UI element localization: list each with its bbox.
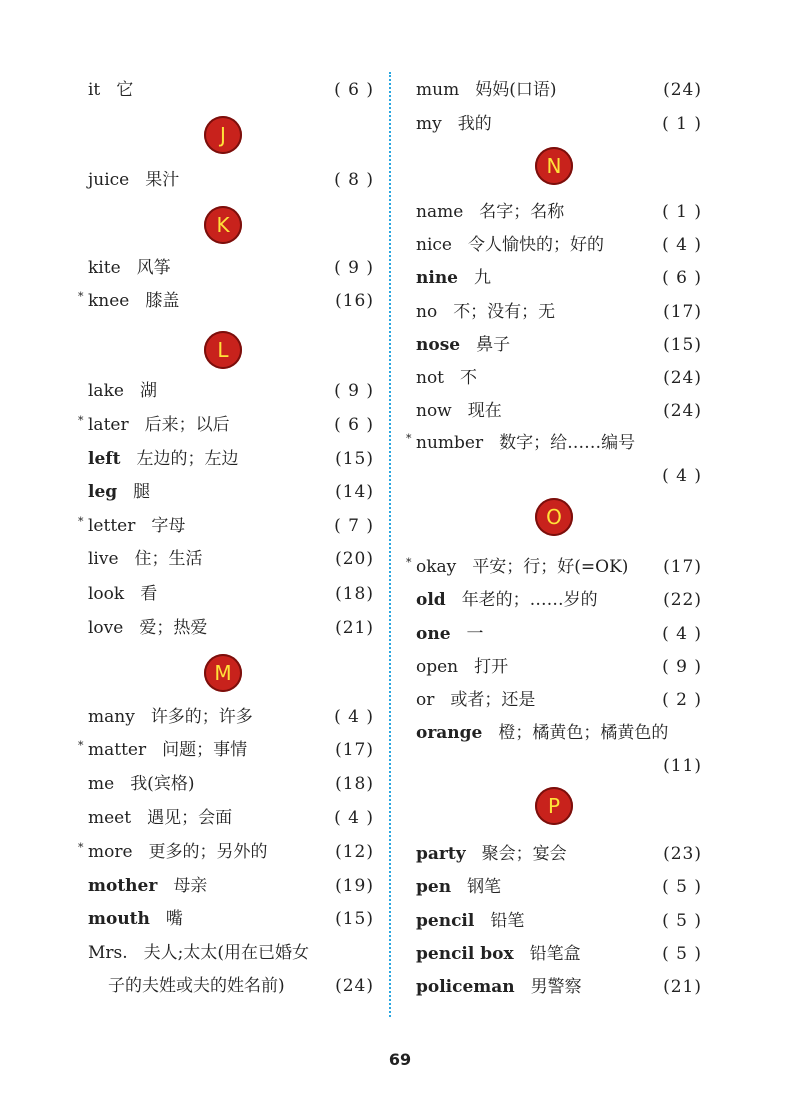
entry-meaning: 住；生活 [134, 549, 203, 569]
vocab-entry [416, 653, 702, 681]
entry-meaning: 现在 [467, 401, 502, 421]
vocab-entry [88, 445, 374, 473]
entry-word: pencil [416, 911, 475, 931]
entry-page-ref: (21) [663, 977, 702, 997]
entry-page-ref: (17) [663, 302, 702, 322]
entry-word: matter [88, 740, 147, 760]
optional-marker: * [406, 432, 412, 445]
entry-meaning: 聚会；宴会 [481, 844, 567, 864]
entry-word: mum [416, 80, 460, 100]
entry-meaning: 后来；以后 [144, 415, 230, 435]
entry-page-ref: (20) [335, 549, 374, 569]
entry-page-ref: ( 9 ) [662, 657, 702, 677]
entry-word: later [88, 415, 129, 435]
entry-word: kite [88, 258, 121, 278]
vocab-entry [88, 872, 374, 900]
vocab-entry [88, 545, 374, 573]
vocab-entry [88, 76, 374, 104]
entry-page-ref: (24) [663, 80, 702, 100]
vocab-entry [78, 736, 374, 764]
vocab-entry [406, 553, 702, 581]
section-letter-p: P [535, 787, 573, 825]
entry-page-ref: ( 6 ) [334, 415, 374, 435]
entry-word: juice [88, 170, 130, 190]
entry-page-ref: ( 9 ) [334, 381, 374, 401]
entry-page-ref: (17) [663, 557, 702, 577]
entry-page-ref: (12) [335, 842, 374, 862]
entry-word: Mrs. [88, 943, 128, 963]
vocab-entry [88, 166, 374, 194]
vocab-entry [416, 586, 702, 614]
entry-word: party [416, 844, 466, 864]
entry-word: not [416, 368, 445, 388]
section-letter-k: K [204, 206, 242, 244]
entry-word: letter [88, 516, 136, 536]
entry-page-ref: (15) [335, 909, 374, 929]
entry-meaning: 年老的；……岁的 [461, 590, 598, 610]
entry-word: old [416, 590, 446, 610]
vocab-entry [416, 840, 702, 868]
entry-meaning: 母亲 [173, 876, 208, 896]
entry-meaning: 一 [466, 624, 484, 644]
entry-meaning: 遇见；会面 [147, 808, 233, 828]
page-number: 69 [388, 1050, 412, 1069]
vocab-entry [416, 298, 702, 326]
vocab-entry [78, 838, 374, 866]
entry-word: look [88, 584, 125, 604]
entry-meaning: 左边的；左边 [136, 449, 239, 469]
entry-meaning: 数字；给……编号 [499, 433, 636, 453]
vocab-entry [416, 719, 702, 747]
entry-page-ref: (17) [335, 740, 374, 760]
entry-word: number [416, 433, 484, 453]
entry-word: leg [88, 482, 118, 502]
optional-marker: * [78, 739, 84, 752]
vocab-entry [88, 905, 374, 933]
entry-page-ref: ( 5 ) [662, 911, 702, 931]
entry-word: many [88, 707, 135, 727]
optional-marker: * [78, 515, 84, 528]
vocab-entry [88, 478, 374, 506]
entry-page-ref: (24) [663, 401, 702, 421]
entry-page-ref: (11) [663, 756, 702, 776]
entry-page-ref: (15) [663, 335, 702, 355]
entry-word: open [416, 657, 459, 677]
vocab-entry [416, 231, 702, 259]
entry-meaning: 铅笔 [490, 911, 525, 931]
entry-page-ref: (24) [335, 976, 374, 996]
entry-meaning: 名字；名称 [479, 202, 565, 222]
entry-word: my [416, 114, 442, 134]
vocab-entry [416, 110, 702, 138]
entry-meaning: 子的夫姓或夫的姓名前) [108, 976, 285, 996]
entry-page-ref: (22) [663, 590, 702, 610]
entry-page-ref: (21) [335, 618, 374, 638]
entry-page-ref: ( 4 ) [334, 808, 374, 828]
entry-meaning: 湖 [139, 381, 157, 401]
entry-meaning: 嘴 [165, 909, 183, 929]
optional-marker: * [78, 414, 84, 427]
entry-word: knee [88, 291, 130, 311]
entry-meaning: 打开 [474, 657, 509, 677]
vocab-entry [88, 770, 374, 798]
vocab-entry [78, 287, 374, 315]
entry-meaning: 不；没有；无 [453, 302, 556, 322]
optional-marker: * [78, 290, 84, 303]
entry-word: lake [88, 381, 124, 401]
vocab-entry [416, 752, 702, 780]
entry-page-ref: ( 4 ) [662, 235, 702, 255]
vocab-entry [416, 264, 702, 292]
entry-meaning: 膝盖 [145, 291, 180, 311]
entry-page-ref: ( 8 ) [334, 170, 374, 190]
vocab-entry [88, 580, 374, 608]
entry-meaning: 腿 [133, 482, 151, 502]
entry-page-ref: ( 5 ) [662, 877, 702, 897]
vocab-entry [88, 614, 374, 642]
entry-word: mother [88, 876, 158, 896]
section-letter-j: J [204, 116, 242, 154]
entry-page-ref: ( 1 ) [662, 202, 702, 222]
vocab-entry [406, 429, 702, 457]
entry-word: live [88, 549, 119, 569]
entry-page-ref: ( 6 ) [334, 80, 374, 100]
entry-page-ref: ( 9 ) [334, 258, 374, 278]
entry-page-ref: ( 6 ) [662, 268, 702, 288]
entry-meaning: 令人愉快的；好的 [467, 235, 604, 255]
vocab-entry [416, 364, 702, 392]
entry-word: nose [416, 335, 461, 355]
entry-word: or [416, 690, 435, 710]
entry-page-ref: ( 2 ) [662, 690, 702, 710]
vocab-entry [416, 76, 702, 104]
vocab-entry [416, 397, 702, 425]
entry-meaning: 它 [116, 80, 134, 100]
entry-meaning: 爱；热爱 [139, 618, 208, 638]
entry-page-ref: (19) [335, 876, 374, 896]
vocab-entry [416, 620, 702, 648]
entry-meaning: 妈妈(口语) [475, 80, 557, 100]
column-divider [389, 72, 391, 1017]
entry-meaning: 平安；行；好(=OK) [472, 557, 629, 577]
entry-meaning: 看 [140, 584, 158, 604]
entry-page-ref: (16) [335, 291, 374, 311]
entry-page-ref: ( 4 ) [662, 624, 702, 644]
entry-meaning: 男警察 [530, 977, 582, 997]
entry-page-ref: (18) [335, 584, 374, 604]
entry-page-ref: ( 5 ) [662, 944, 702, 964]
entry-meaning: 许多的；许多 [150, 707, 253, 727]
vocab-entry [88, 939, 374, 967]
section-letter-n: N [535, 147, 573, 185]
optional-marker: * [406, 556, 412, 569]
vocab-entry [416, 198, 702, 226]
entry-word: nine [416, 268, 458, 288]
entry-word: no [416, 302, 438, 322]
entry-word: more [88, 842, 133, 862]
section-letter-l: L [204, 331, 242, 369]
vocab-entry [416, 873, 702, 901]
entry-word: love [88, 618, 124, 638]
entry-page-ref: (14) [335, 482, 374, 502]
vocab-entry [416, 331, 702, 359]
entry-word: meet [88, 808, 132, 828]
entry-word: name [416, 202, 464, 222]
vocab-entry [88, 972, 374, 1000]
entry-word: it [88, 80, 101, 100]
entry-word: orange [416, 723, 483, 743]
optional-marker: * [78, 841, 84, 854]
vocab-entry [88, 703, 374, 731]
entry-page-ref: (15) [335, 449, 374, 469]
entry-word: pen [416, 877, 452, 897]
entry-meaning: 果汁 [145, 170, 180, 190]
entry-word: left [88, 449, 121, 469]
entry-meaning: 鼻子 [476, 335, 511, 355]
vocab-entry [416, 973, 702, 1001]
vocab-entry [88, 377, 374, 405]
entry-page-ref: ( 4 ) [334, 707, 374, 727]
entry-meaning: 铅笔盒 [529, 944, 581, 964]
entry-meaning: 不 [460, 368, 478, 388]
vocab-entry [416, 907, 702, 935]
entry-page-ref: (24) [663, 368, 702, 388]
entry-meaning: 夫人;太太(用在已婚女 [143, 943, 310, 963]
vocab-entry [416, 940, 702, 968]
entry-meaning: 九 [474, 268, 491, 288]
entry-word: now [416, 401, 452, 421]
vocab-entry [416, 462, 702, 490]
entry-page-ref: ( 4 ) [662, 466, 702, 486]
entry-meaning: 问题；事情 [162, 740, 248, 760]
entry-meaning: 或者；还是 [450, 690, 536, 710]
entry-word: nice [416, 235, 452, 255]
vocab-entry [78, 411, 374, 439]
vocab-entry [88, 804, 374, 832]
entry-word: mouth [88, 909, 150, 929]
vocab-entry [88, 254, 374, 282]
entry-meaning: 字母 [151, 516, 186, 536]
entry-page-ref: (18) [335, 774, 374, 794]
entry-word: one [416, 624, 451, 644]
entry-word: pencil box [416, 944, 514, 964]
section-letter-o: O [535, 498, 573, 536]
entry-word: okay [416, 557, 457, 577]
section-letter-m: M [204, 654, 242, 692]
entry-page-ref: ( 7 ) [334, 516, 374, 536]
entry-meaning: 我(宾格) [130, 774, 195, 794]
vocab-entry [416, 686, 702, 714]
entry-word: policeman [416, 977, 515, 997]
entry-meaning: 我的 [457, 114, 492, 134]
vocab-entry [78, 512, 374, 540]
entry-page-ref: (23) [663, 844, 702, 864]
entry-meaning: 钢笔 [467, 877, 502, 897]
entry-word: me [88, 774, 115, 794]
entry-meaning: 更多的；另外的 [148, 842, 268, 862]
entry-meaning: 风筝 [136, 258, 171, 278]
entry-page-ref: ( 1 ) [662, 114, 702, 134]
entry-meaning: 橙；橘黄色；橘黄色的 [498, 723, 669, 743]
